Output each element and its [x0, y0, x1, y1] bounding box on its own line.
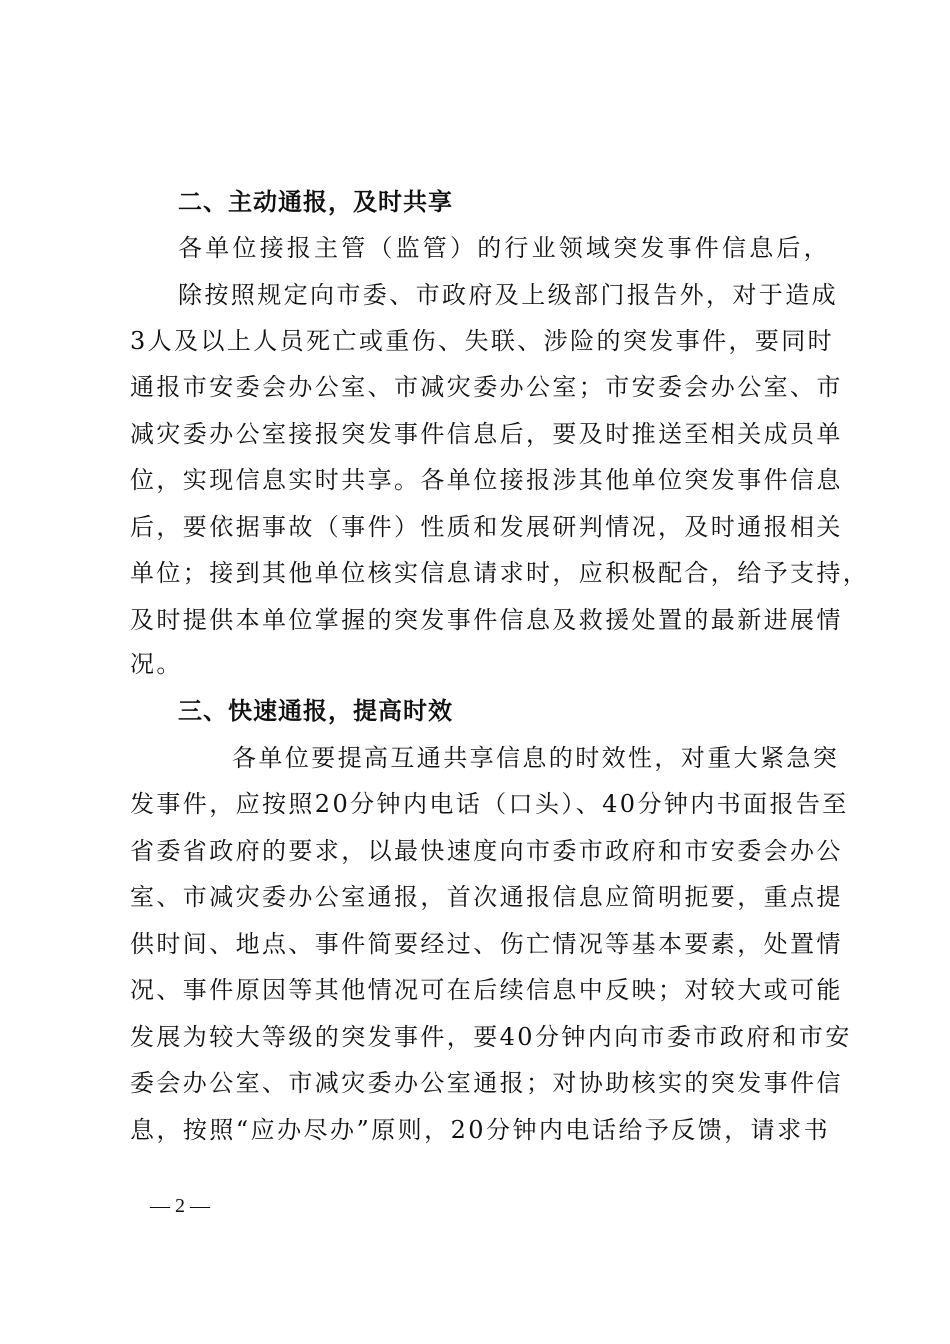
- section-3-paragraph-line-5: 供时间、地点、事件简要经过、伤亡情况等基本要素，处置情: [130, 930, 843, 958]
- section-2-paragraph-line-4: 通报市安委会办公室、市减灾委办公室；市安委会办公室、市: [130, 373, 843, 401]
- section-3-paragraph-line-4: 室、市减灾委办公室通报，首次通报信息应简明扼要，重点提: [130, 883, 843, 911]
- section-2-paragraph-line-2: 除按照规定向市委、市政府及上级部门报告外，对于造成: [178, 281, 838, 309]
- section-2-paragraph-line-9: 及时提供本单位掌握的突发事件信息及救援处置的最新进展情: [130, 606, 843, 634]
- page-number: — 2 —: [150, 1195, 210, 1217]
- section-3-paragraph-line-7: 发展为较大等级的突发事件，要40分钟内向市委市政府和市安: [130, 1023, 852, 1051]
- section-3-paragraph-line-6: 况、事件原因等其他情况可在后续信息中反映；对较大或可能: [130, 976, 843, 1004]
- section-2-paragraph-line-1: 各单位接报主管（监管）的行业领域突发事件信息后，: [178, 234, 830, 262]
- section-3-paragraph-line-9: 息，按照“应办尽办”原则，20分钟内电话给予反馈，请求书: [130, 1116, 830, 1144]
- section-2-paragraph-line-10: 况。: [130, 650, 183, 678]
- section-3-paragraph-line-8: 委会办公室、市减灾委办公室通报；对协助核实的突发事件信: [130, 1069, 843, 1097]
- section-3-paragraph-line-1: 各单位要提高互通共享信息的时效性，对重大紧急突: [232, 744, 840, 772]
- section-3-paragraph-line-2: 发事件，应按照20分钟内电话（口头）、40分钟内书面报告至: [130, 790, 849, 818]
- section-2-paragraph-line-3: 3人及以上人员死亡或重伤、失联、涉险的突发事件，要同时: [130, 327, 835, 355]
- section-2-paragraph-line-8: 单位；接到其他单位核实信息请求时，应积极配合，给予支持，: [130, 559, 870, 587]
- section-3-paragraph-line-3: 省委省政府的要求，以最快速度向市委市政府和市安委会办公: [130, 837, 843, 865]
- section-3-heading: 三、快速通报，提高时效: [178, 697, 453, 725]
- section-2-paragraph-line-7: 后，要依据事故（事件）性质和发展研判情况，及时通报相关: [130, 513, 843, 541]
- section-2-paragraph-line-6: 位，实现信息实时共享。各单位接报涉其他单位突发事件信息: [130, 466, 843, 494]
- section-2-paragraph-line-5: 减灾委办公室接报突发事件信息后，要及时推送至相关成员单: [130, 420, 843, 448]
- section-2-heading: 二、主动通报，及时共享: [178, 188, 453, 216]
